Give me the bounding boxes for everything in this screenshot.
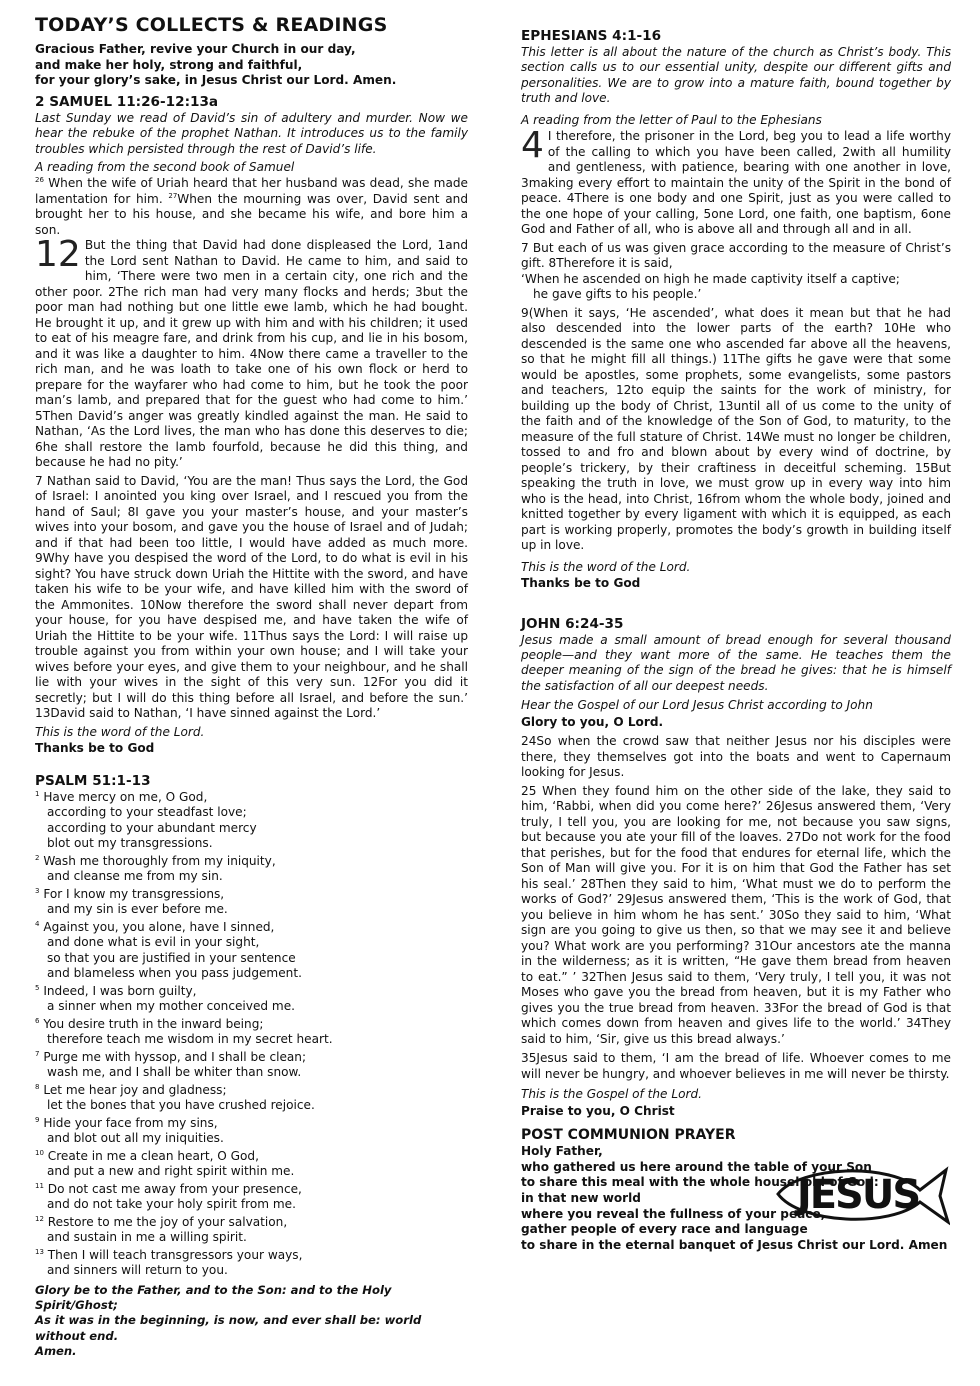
psalm-line: $^8$ Let me hear joy and gladness; bbox=[35, 1082, 227, 1097]
verse-number: 11 bbox=[35, 1181, 44, 1190]
psalm-verses bbox=[35, 790, 468, 1279]
psalm-line: let the bones that you have crushed rejoice. bbox=[47, 1098, 315, 1113]
verse-number: 10 bbox=[35, 1148, 44, 1157]
psalm-line: $^5$ Indeed, I was born guilty, bbox=[35, 983, 197, 998]
verse-number: 3 bbox=[35, 886, 40, 895]
collect-line: for your glory’s sake, in Jesus Christ our Lord. Amen. bbox=[35, 73, 397, 88]
psalm-line: according to your abundant mercy bbox=[47, 820, 257, 835]
psalm-verse bbox=[35, 1149, 468, 1180]
left-column bbox=[35, 14, 468, 1359]
samuel-intro: Last Sunday we read of David’s sin of adultery and murder. Now we hear the rebuke of the prophet Nathan. It introduces us to the family troubles which persisted through the rest of David’s life. bbox=[35, 110, 468, 156]
ephesians-reading bbox=[521, 28, 951, 592]
psalm-verse bbox=[35, 1215, 468, 1246]
john-paragraph-1: 24So when the crowd saw that neither Jesus nor his disciples were there, they themselves got into the boats and went to Capernaum looking for Jesus. bbox=[521, 734, 951, 780]
psalm-verse bbox=[35, 984, 468, 1015]
verse-number: 9 bbox=[35, 1115, 40, 1124]
verse-number: 26 bbox=[35, 176, 44, 185]
john-heading: JOHN 6:24-35 bbox=[521, 615, 624, 632]
ephesians-quote bbox=[521, 272, 951, 303]
verse-number: 2 bbox=[35, 853, 40, 862]
verse-number: 12 bbox=[35, 1214, 44, 1223]
verse-number: 6 bbox=[35, 1016, 40, 1025]
john-paragraph-3: 35Jesus said to them, ‘I am the bread of life. Whoever comes to me will never be hungry, and whoever believes in me will never be thirsty. bbox=[521, 1051, 951, 1081]
psalm-heading: PSALM 51:1-13 bbox=[35, 772, 151, 789]
psalm-line: so that you are justified in your sentence bbox=[47, 950, 296, 965]
psalm-verse bbox=[35, 1050, 468, 1081]
john-reading bbox=[521, 616, 951, 1120]
verse-text: When the wife of Uriah heard that her husband was dead, she made lamentation for him. bbox=[35, 176, 468, 206]
psalm-line: $^{10}$ Create in me a clean heart, O God, bbox=[35, 1148, 259, 1163]
collect-line: and make her holy, strong and faithful, bbox=[35, 57, 303, 72]
samuel-paragraph-2 bbox=[35, 234, 468, 471]
ephesians-attribution: A reading from the letter of Paul to the Ephesians bbox=[521, 112, 822, 127]
verse-number: 4 bbox=[35, 919, 40, 928]
samuel-response: Thanks be to God bbox=[35, 741, 155, 756]
quote-line: he gave gifts to his people.’ bbox=[533, 287, 702, 302]
verse-text: I therefore, the prisoner in the Lord, beg you to lead a life worthy of the calling to which you have been called, 2with all humility and gentleness, with patience, bearing with one another in love, 3making every effort to maintain the unity of the Spirit in the bond of peace. 4There is one body and one Spirit, just as you were called to the one hope of your calling, 5one Lord, one faith, one baptism, 6one God and Father of all, who is above all and through all and in all. bbox=[521, 129, 951, 237]
psalm-verse bbox=[35, 854, 468, 885]
psalm-line: $^3$ For I know my transgressions, bbox=[35, 886, 225, 901]
ephesians-paragraph-3: 9(When it says, ‘He ascended’, what does it mean but that he had also descended into the lower parts of the earth? 10He who descended is the same one who ascended far above all the heavens, so that he might fill all things.) 11The gifts he gave were that some would be apostles, some prophets, some evangelists, some pastors and teachers, 12to equip the saints for the work of ministry, for building up the body of Christ, 13until all of us come to the unity of the faith and of the knowledge of the Son of God, to maturity, to the measure of the full stature of Christ. 14We must no longer be children, tossed to and fro and blown about by every wind of doctrine, by people’s trickery, by their craftiness in deceitful scheming. 15But speaking the truth in love, we must grow up in every way into him who is the head, into Christ, 16from whom the whole body, joined and knitted together by every ligament with which it is equipped, as each part is working properly, promotes the body’s growth in building itself up in love. bbox=[521, 305, 951, 553]
verse-text: But the thing that David had done displeased the Lord, 1and the Lord sent Nathan to David. He came to him, and said to him, ‘There were two men in a certain city, one rich and the other poor. 2The rich man had very many flocks and herds; 3but the poor man had nothing but one little ewe lamb, which he had bought. He brought it up, and it grew up with him and with his children; it used to eat of his meagre fare, and drink from his cup, and lie in his bosom, and it was like a daughter to him. 4Now there came a traveller to the rich man, and he was loath to take one of his own flock or herd to prepare for the wayfarer who had come to him, but he took the poor man’s lamb, and prepared that for the guest who had come to him.’ 5Then David’s anger was greatly kindled against the man. He said to Nathan, ‘As the Lord lives, the man who has done this deserves to die; 6he shall restore the lamb fourfold, because he did this thing, and because he had no pity.’ bbox=[35, 238, 468, 470]
samuel-paragraph-1 bbox=[35, 176, 468, 238]
psalm-verse bbox=[35, 1248, 468, 1279]
psalm-line: $^{11}$ Do not cast me away from your presence, bbox=[35, 1181, 302, 1196]
psalm-line: and do not take your holy spirit from me. bbox=[47, 1197, 296, 1212]
prayer-line: to share in the eternal banquet of Jesus Christ our Lord. Amen bbox=[521, 1237, 948, 1252]
psalm-line: and sinners will return to you. bbox=[47, 1263, 228, 1278]
page-title: TODAY’S COLLECTS & READINGS bbox=[35, 14, 388, 36]
psalm-line: $^1$ Have mercy on me, O God, bbox=[35, 789, 208, 804]
psalm-line: according to your steadfast love; bbox=[47, 805, 247, 820]
post-communion-heading: POST COMMUNION PRAYER bbox=[521, 1127, 736, 1144]
prayer-line: gather people of every race and language bbox=[521, 1222, 808, 1237]
prayer-line: where you reveal the fullness of your peace, bbox=[521, 1206, 826, 1221]
psalm-line: $^{13}$ Then I will teach transgressors your ways, bbox=[35, 1247, 303, 1262]
prayer-line: who gathered us here around the table of your Son bbox=[521, 1159, 872, 1174]
verse-number: 5 bbox=[35, 983, 40, 992]
samuel-closing: This is the word of the Lord. bbox=[35, 724, 205, 739]
ephesians-heading: EPHESIANS 4:1-16 bbox=[521, 28, 662, 44]
verse-number: 8 bbox=[35, 1082, 40, 1091]
samuel-heading: 2 SAMUEL 11:26-12:13a bbox=[35, 93, 219, 110]
ephesians-paragraph-2: 7 But each of us was given grace according to the measure of Christ’s gift. 8Therefore it is said, bbox=[521, 240, 951, 271]
ephesians-intro: This letter is all about the nature of the church as Christ’s body. This section calls us to our essential unity, despite our different gifts and personalities. We are to grow into a mature faith, bound together by truth and love. bbox=[521, 45, 951, 106]
john-paragraph-2: 25 When they found him on the other side of the lake, they said to him, ‘Rabbi, when did you come here?’ 26Jesus answered them, ‘Very truly, I tell you, you are looking for me, not because you saw signs, but because you ate your fill of the loaves. 27Do not work for the food that perishes, but for the food that endures for eternal life, which the Son of Man will give you. For it is on him that God the Father has set his seal.’ 28Then they said to him, ‘What must we do to perform the works of God?’ 29Jesus answered them, ‘This is the work of God, that you believe in him whom he has sent.’ 30So they said to him, ‘What sign are you going to give us then, so that we may see it and believe you? What work are you performing? 31Our ancestors ate the manna in the wilderness; as it is written, “He gave them bread from heaven to eat.” ’ 32Then Jesus said to them, ‘Very truly, I tell you, it was not Moses who gave you the bread from heaven, but it is my Father who gives you the true bread from heaven. 33For the bread of God is that which comes down from heaven and gives life to the world.’ 34They said to him, ‘Sir, give us this bread always.’ bbox=[521, 783, 951, 1046]
psalm-verse bbox=[35, 1182, 468, 1213]
psalm-line: $^6$ You desire truth in the inward being; bbox=[35, 1016, 264, 1031]
psalm-line: and sustain in me a willing spirit. bbox=[47, 1230, 247, 1245]
chapter-drop-number: 12 bbox=[35, 234, 81, 276]
verse-number: 7 bbox=[35, 1049, 40, 1058]
psalm-line: a sinner when my mother conceived me. bbox=[47, 999, 295, 1014]
psalm-line: $^{12}$ Restore to me the joy of your salvation, bbox=[35, 1214, 288, 1229]
ephesians-closing: This is the word of the Lord. bbox=[521, 559, 691, 574]
collect-line: Gracious Father, revive your Church in our day, bbox=[35, 42, 356, 56]
psalm-verse bbox=[35, 1017, 468, 1048]
psalm-line: $^2$ Wash me thoroughly from my iniquity, bbox=[35, 853, 276, 868]
gloria bbox=[35, 1283, 468, 1359]
samuel-reading bbox=[35, 94, 468, 757]
gloria-line: As it was in the beginning, is now, and ever shall be: world without end. bbox=[35, 1313, 422, 1343]
psalm-line: $^7$ Purge me with hyssop, and I shall be clean; bbox=[35, 1049, 307, 1064]
psalm-verse bbox=[35, 790, 468, 852]
psalm bbox=[35, 773, 468, 1359]
gloria-line: Amen. bbox=[35, 1343, 77, 1358]
psalm-line: and put a new and right spirit within me. bbox=[47, 1164, 295, 1179]
psalm-verse bbox=[35, 887, 468, 918]
john-acclamation: Glory to you, O Lord. bbox=[521, 714, 664, 729]
prayer-line: in that new world bbox=[521, 1190, 641, 1205]
psalm-verse bbox=[35, 920, 468, 982]
prayer-line: Holy Father, bbox=[521, 1144, 603, 1159]
psalm-line: wash me, and I shall be whiter than snow. bbox=[47, 1065, 302, 1080]
psalm-verse bbox=[35, 1116, 468, 1147]
psalm-line: $^4$ Against you, you alone, have I sinned, bbox=[35, 919, 275, 934]
psalm-verse bbox=[35, 1083, 468, 1114]
psalm-line: and blot out all my iniquities. bbox=[47, 1131, 224, 1146]
ephesians-paragraph-1 bbox=[521, 125, 951, 238]
john-response: Praise to you, O Christ bbox=[521, 1103, 675, 1118]
psalm-line: blot out my transgressions. bbox=[47, 836, 213, 851]
samuel-paragraph-3: 7 Nathan said to David, ‘You are the man! Thus says the Lord, the God of Israel: I anointed you king over Israel, and I rescued you from the hand of Saul; 8I gave you your master’s house, and your master’s wives into your bosom, and gave you the house of Israel and of Judah; and if that had been too little, I would have added as much more. 9Why have you despised the word of the Lord, to do what is evil in his sight? You have struck down Uriah the Hittite with the sword, and have taken his wife to be your wife, and have killed him with the sword of the Ammonites. 10Now therefore the sword shall never depart from your house, for you have despised me, and have taken the wife of Uriah the Hittite to be your wife. 11Thus says the Lord: I will raise up trouble against you from within your own house; and I will take your wives before your eyes, and give them to your neighbour, and he shall lie with your wives in the sight of this very sun. 12For you did it secretly; but I will do this thing before all Israel, and before the sun.’ 13David said to Nathan, ‘I have sinned against the Lord.’ bbox=[35, 473, 468, 721]
verse-text: When the mourning was over, David sent and brought her to his house, and she became his wife, and bore him a son. bbox=[35, 191, 468, 237]
verse-number: 13 bbox=[35, 1247, 44, 1256]
psalm-line: and blameless when you pass judgement. bbox=[47, 966, 302, 981]
verse-number: 27 bbox=[168, 191, 178, 200]
right-column bbox=[521, 28, 951, 1253]
john-intro: Jesus made a small amount of bread enough for several thousand people—and they want more of the same. He teaches them the deeper meaning of the sign of the bread he gives: that he is himself the satisfaction of all our deepest needs. bbox=[521, 632, 951, 693]
ephesians-response: Thanks be to God bbox=[521, 575, 641, 590]
collect bbox=[35, 42, 468, 89]
john-attribution: Hear the Gospel of our Lord Jesus Christ according to John bbox=[521, 698, 873, 713]
verse-number: 1 bbox=[35, 789, 40, 798]
samuel-attribution: A reading from the second book of Samuel bbox=[35, 160, 295, 174]
quote-line: ‘When he ascended on high he made captivity itself a captive; bbox=[521, 271, 900, 286]
gloria-line: Glory be to the Father, and to the Son: and to the Holy Spirit/Ghost; bbox=[35, 1282, 392, 1313]
psalm-line: $^9$ Hide your face from my sins, bbox=[35, 1115, 218, 1130]
psalm-line: and done what is evil in your sight, bbox=[47, 935, 260, 950]
logo-text: JESUS bbox=[796, 1172, 920, 1218]
jesus-fish-logo-icon bbox=[770, 1160, 950, 1230]
psalm-line: and my sin is ever before me. bbox=[47, 902, 228, 917]
prayer-line: to share this meal with the whole household of God: bbox=[521, 1175, 879, 1190]
chapter-drop-number: 4 bbox=[521, 125, 544, 167]
john-closing: This is the Gospel of the Lord. bbox=[521, 1087, 702, 1102]
psalm-line: and cleanse me from my sin. bbox=[47, 869, 223, 884]
psalm-line: therefore teach me wisdom in my secret heart. bbox=[47, 1032, 333, 1047]
